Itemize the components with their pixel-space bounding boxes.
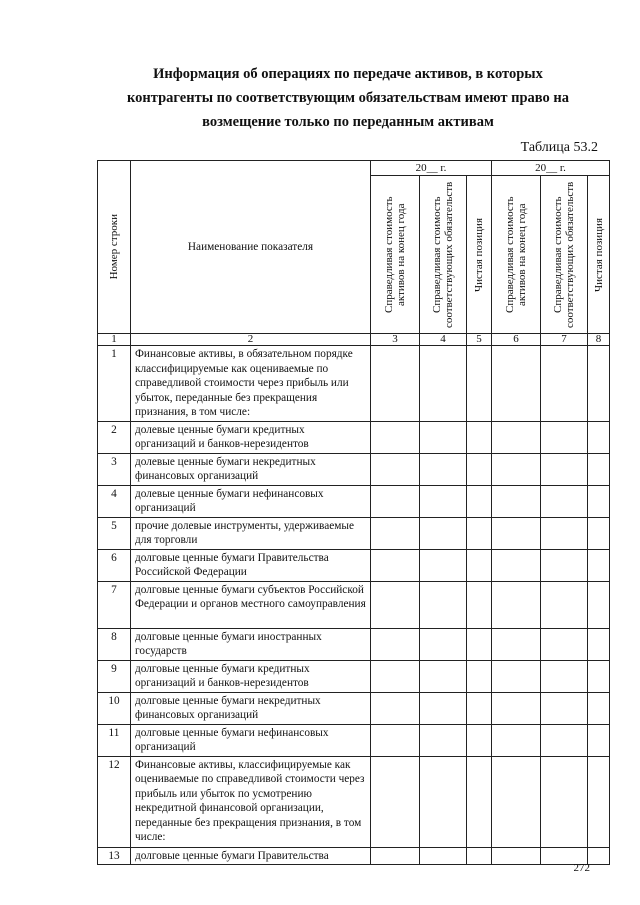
value-cell [588,517,610,549]
title-line: возмещение только по переданным активам [202,114,494,130]
row-number: 1 [98,346,131,422]
row-number: 11 [98,724,131,756]
column-number: 1 [98,334,131,346]
header-fair-value-liabilities-1: Справедливая стоимость соответствующих обязательств [420,176,467,334]
row-number: 9 [98,660,131,692]
row-label: долевые ценные бумаги некредитных финансовых организаций [131,453,371,485]
row-label: Финансовые активы, классифицируемые как оцениваемые по справедливой стоимости через прибыль или убыток по усмотрению некредитной финансовой организации, переданные без прекращения признания, в том числе: [131,756,371,847]
document-title [98,62,598,134]
value-cell [371,660,420,692]
row-number: 3 [98,453,131,485]
table-row [98,485,610,517]
header-year-1: 20__ г. [371,161,492,176]
value-cell [492,692,541,724]
value-cell [467,660,492,692]
row-number: 4 [98,485,131,517]
value-cell [541,453,588,485]
value-cell [371,692,420,724]
value-cell [492,346,541,422]
header-fair-value-liabilities-2: Справедливая стоимость соответствующих обязательств [541,176,588,334]
value-cell [541,581,588,628]
value-cell [420,453,467,485]
row-label: долговые ценные бумаги субъектов Российской Федерации и органов местного самоуправления [131,581,371,628]
value-cell [588,724,610,756]
value-cell [588,485,610,517]
value-cell [467,756,492,847]
value-cell [467,847,492,865]
value-cell [467,692,492,724]
table-row [98,756,610,847]
table-row [98,346,610,422]
value-cell [588,756,610,847]
value-cell [371,346,420,422]
value-cell [420,628,467,660]
value-cell [541,724,588,756]
value-cell [492,421,541,453]
value-cell [541,628,588,660]
row-number: 8 [98,628,131,660]
value-cell [492,628,541,660]
row-label: долевые ценные бумаги кредитных организаций и банков-нерезидентов [131,421,371,453]
value-cell [492,485,541,517]
value-cell [371,453,420,485]
row-number: 6 [98,549,131,581]
value-cell [420,692,467,724]
value-cell [467,453,492,485]
column-number: 3 [371,334,420,346]
value-cell [541,517,588,549]
value-cell [371,724,420,756]
value-cell [492,724,541,756]
column-number: 8 [588,334,610,346]
table-body [98,346,610,865]
column-number: 7 [541,334,588,346]
value-cell [492,549,541,581]
value-cell [467,346,492,422]
value-cell [588,692,610,724]
table-row [98,847,610,865]
value-cell [420,346,467,422]
table-row [98,517,610,549]
table-row [98,628,610,660]
row-number: 13 [98,847,131,865]
row-label: долговые ценные бумаги Правительства Российской Федерации [131,549,371,581]
value-cell [467,485,492,517]
value-cell [541,485,588,517]
row-number: 7 [98,581,131,628]
value-cell [371,628,420,660]
value-cell [492,756,541,847]
value-cell [420,421,467,453]
value-cell [371,756,420,847]
value-cell [541,756,588,847]
value-cell [420,847,467,865]
value-cell [420,756,467,847]
value-cell [420,724,467,756]
header-year-2: 20__ г. [492,161,610,176]
header-row-number: Номер строки [98,161,131,334]
column-number: 6 [492,334,541,346]
row-label: долговые ценные бумаги Правительства [131,847,371,865]
value-cell [588,453,610,485]
row-label: долговые ценные бумаги кредитных организаций и банков-нерезидентов [131,660,371,692]
value-cell [588,346,610,422]
value-cell [371,847,420,865]
row-label: долговые ценные бумаги иностранных государств [131,628,371,660]
value-cell [588,628,610,660]
table-row [98,581,610,628]
value-cell [492,660,541,692]
value-cell [467,724,492,756]
value-cell [588,581,610,628]
value-cell [420,517,467,549]
table-row [98,724,610,756]
value-cell [588,660,610,692]
row-number: 12 [98,756,131,847]
value-cell [492,581,541,628]
page-number: 272 [573,862,590,874]
value-cell [371,485,420,517]
row-label: Финансовые активы, в обязательном порядке классифицируемые как оцениваемые по справедливой стоимости через прибыль или убыток, переданные без прекращения признания, в том числе: [131,346,371,422]
header-indicator-name: Наименование показателя [131,161,371,334]
header-fair-value-assets-2: Справедливая стоимость активов на конец года [492,176,541,334]
value-cell [420,581,467,628]
value-cell [492,517,541,549]
row-number: 2 [98,421,131,453]
table-row [98,692,610,724]
value-cell [492,453,541,485]
row-label: долевые ценные бумаги нефинансовых организаций [131,485,371,517]
value-cell [492,847,541,865]
header-net-position-1: Чистая позиция [467,176,492,334]
value-cell [420,549,467,581]
value-cell [467,421,492,453]
value-cell [371,421,420,453]
table-row [98,549,610,581]
value-cell [541,660,588,692]
title-line: Информация об операциях по передаче активов, в которых [153,66,543,82]
value-cell [371,581,420,628]
column-number: 4 [420,334,467,346]
header-net-position-2: Чистая позиция [588,176,610,334]
row-label: прочие долевые инструменты, удерживаемые для торговли [131,517,371,549]
row-number: 5 [98,517,131,549]
title-line: контрагенты по соответствующим обязательствам имеют право на [127,90,569,106]
value-cell [420,485,467,517]
value-cell [371,549,420,581]
value-cell [541,346,588,422]
row-label: долговые ценные бумаги некредитных финансовых организаций [131,692,371,724]
value-cell [541,421,588,453]
value-cell [467,581,492,628]
row-number: 10 [98,692,131,724]
row-label: долговые ценные бумаги нефинансовых организаций [131,724,371,756]
header-fair-value-assets-1: Справедливая стоимость активов на конец года [371,176,420,334]
value-cell [467,549,492,581]
value-cell [588,847,610,865]
value-cell [420,660,467,692]
table-row [98,660,610,692]
table-label: Таблица 53.2 [520,140,598,155]
value-cell [467,628,492,660]
data-table [97,160,610,865]
table-row [98,421,610,453]
value-cell [588,549,610,581]
column-number-row [98,334,610,346]
value-cell [371,517,420,549]
value-cell [588,421,610,453]
column-number: 2 [131,334,371,346]
value-cell [541,549,588,581]
table-row [98,453,610,485]
column-number: 5 [467,334,492,346]
value-cell [467,517,492,549]
value-cell [541,692,588,724]
